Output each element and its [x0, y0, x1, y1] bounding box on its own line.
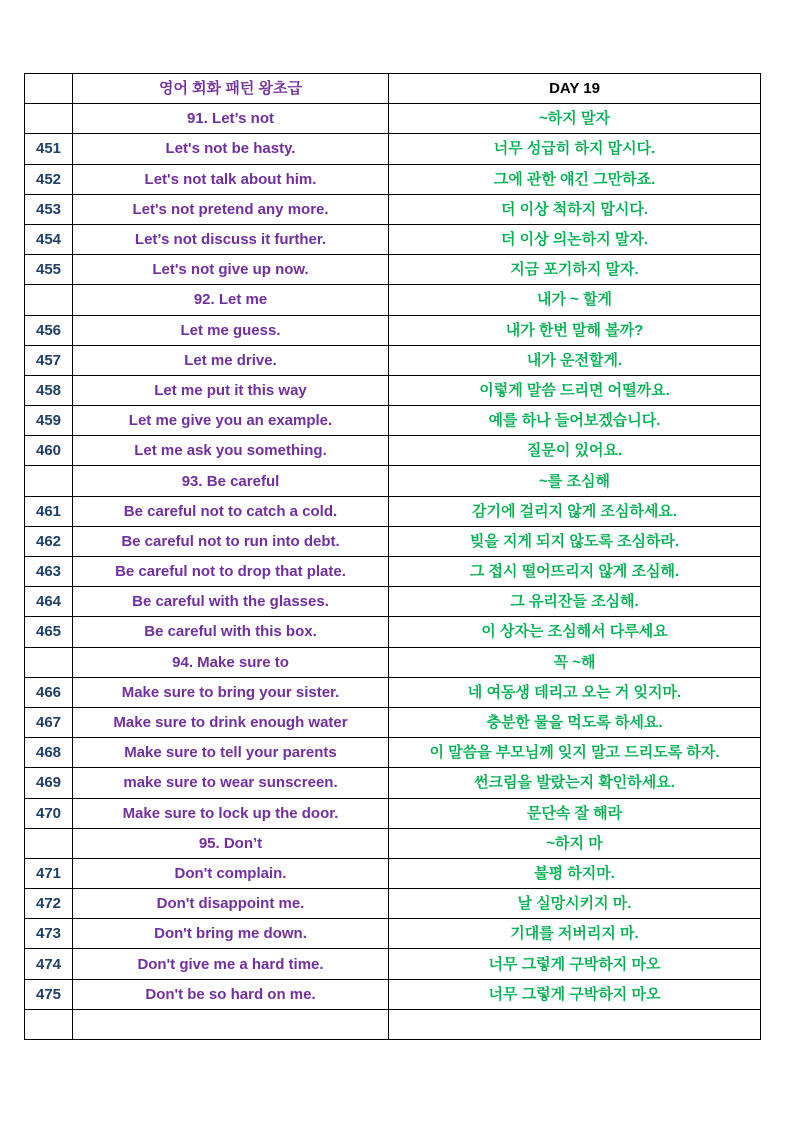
english-sentence: Be careful not to run into debt.: [73, 526, 389, 556]
row-number: 465: [25, 617, 73, 647]
english-sentence: Make sure to drink enough water: [73, 707, 389, 737]
english-sentence: Be careful with the glasses.: [73, 587, 389, 617]
table-row: [25, 557, 761, 587]
row-number: [25, 104, 73, 134]
section-title-english: 92. Let me: [73, 285, 389, 315]
row-number: 460: [25, 436, 73, 466]
korean-translation: 충분한 물을 먹도록 하세요.: [389, 707, 761, 737]
english-sentence: Let me ask you something.: [73, 436, 389, 466]
row-number: 463: [25, 557, 73, 587]
korean-translation: 감기에 걸리지 않게 조심하세요.: [389, 496, 761, 526]
english-sentence: Let's not give up now.: [73, 255, 389, 285]
korean-translation: 내가 한번 말해 볼까?: [389, 315, 761, 345]
row-number: 461: [25, 496, 73, 526]
korean-translation: 문단속 잘 해라: [389, 798, 761, 828]
english-sentence: Don't disappoint me.: [73, 889, 389, 919]
row-number: [25, 828, 73, 858]
table-row: [25, 406, 761, 436]
korean-translation: 너무 그렇게 구박하지 마오: [389, 979, 761, 1009]
korean-translation: 더 이상 의논하지 말자.: [389, 224, 761, 254]
english-sentence: Be careful not to catch a cold.: [73, 496, 389, 526]
row-number: [25, 647, 73, 677]
korean-translation: 내가 운전할게.: [389, 345, 761, 375]
korean-translation: 질문이 있어요.: [389, 436, 761, 466]
english-sentence: [73, 1009, 389, 1039]
table-row: [25, 164, 761, 194]
row-number: 454: [25, 224, 73, 254]
row-number: [25, 285, 73, 315]
korean-translation: 썬크림을 발랐는지 확인하세요.: [389, 768, 761, 798]
row-number: 456: [25, 315, 73, 345]
korean-translation: 그에 관한 얘긴 그만하죠.: [389, 164, 761, 194]
english-sentence: Let me give you an example.: [73, 406, 389, 436]
table-row: [25, 677, 761, 707]
korean-translation: 불평 하지마.: [389, 858, 761, 888]
english-sentence: Be careful with this box.: [73, 617, 389, 647]
table-row: [25, 496, 761, 526]
korean-translation: 이 말씀을 부모님께 잊지 말고 드리도록 하자.: [389, 738, 761, 768]
section-title-english: 93. Be careful: [73, 466, 389, 496]
row-number: 464: [25, 587, 73, 617]
row-number: 458: [25, 375, 73, 405]
table-row: [25, 255, 761, 285]
table-row: [25, 194, 761, 224]
english-sentence: make sure to wear sunscreen.: [73, 768, 389, 798]
table-row: [25, 375, 761, 405]
row-number: 474: [25, 949, 73, 979]
korean-translation: 너무 성급히 하지 맙시다.: [389, 134, 761, 164]
table-row: [25, 768, 761, 798]
english-sentence: Don't bring me down.: [73, 919, 389, 949]
table-row: [25, 738, 761, 768]
row-number: 462: [25, 526, 73, 556]
english-sentence: Be careful not to drop that plate.: [73, 557, 389, 587]
table-row: [25, 587, 761, 617]
korean-translation: 이 상자는 조심해서 다루세요: [389, 617, 761, 647]
english-sentence: Don't be so hard on me.: [73, 979, 389, 1009]
korean-translation: 그 유리잔들 조심해.: [389, 587, 761, 617]
table-row: [25, 949, 761, 979]
row-number: 473: [25, 919, 73, 949]
table-row: [25, 889, 761, 919]
section-title-korean: 꼭 ~해: [389, 647, 761, 677]
section-title-english: 91. Let’s not: [73, 104, 389, 134]
pattern-table-body: [25, 74, 761, 1040]
section-title-english: 95. Don’t: [73, 828, 389, 858]
header-number-cell: [25, 74, 73, 104]
row-number: 459: [25, 406, 73, 436]
table-row: [25, 979, 761, 1009]
korean-translation: 그 접시 떨어뜨리지 않게 조심해.: [389, 557, 761, 587]
section-row: [25, 104, 761, 134]
row-number: 468: [25, 738, 73, 768]
english-sentence: Let's not pretend any more.: [73, 194, 389, 224]
row-number: 452: [25, 164, 73, 194]
english-sentence: Let's not be hasty.: [73, 134, 389, 164]
row-number: 469: [25, 768, 73, 798]
section-row: [25, 647, 761, 677]
section-row: [25, 828, 761, 858]
table-row: [25, 224, 761, 254]
korean-translation: 이렇게 말씀 드리면 어떨까요.: [389, 375, 761, 405]
row-number: 457: [25, 345, 73, 375]
row-number: 475: [25, 979, 73, 1009]
table-row: [25, 436, 761, 466]
english-sentence: Make sure to tell your parents: [73, 738, 389, 768]
sheet-title: 영어 회화 패턴 왕초급: [73, 74, 389, 104]
english-sentence: Let's not talk about him.: [73, 164, 389, 194]
row-number: 472: [25, 889, 73, 919]
row-number: 451: [25, 134, 73, 164]
table-row: [25, 617, 761, 647]
korean-translation: 너무 그렇게 구박하지 마오: [389, 949, 761, 979]
header-row: [25, 74, 761, 104]
section-title-korean: ~하지 말자: [389, 104, 761, 134]
pattern-table: [24, 73, 761, 1040]
table-row: [25, 345, 761, 375]
english-sentence: Make sure to lock up the door.: [73, 798, 389, 828]
english-sentence: Let me guess.: [73, 315, 389, 345]
row-number: 470: [25, 798, 73, 828]
section-title-english: 94. Make sure to: [73, 647, 389, 677]
english-sentence: Let me put it this way: [73, 375, 389, 405]
korean-translation: 기대를 저버리지 마.: [389, 919, 761, 949]
english-sentence: Make sure to bring your sister.: [73, 677, 389, 707]
section-title-korean: ~를 조심해: [389, 466, 761, 496]
row-number: 453: [25, 194, 73, 224]
table-row: [25, 526, 761, 556]
table-row: [25, 919, 761, 949]
korean-translation: 예를 하나 들어보겠습니다.: [389, 406, 761, 436]
section-row: [25, 285, 761, 315]
row-number: 466: [25, 677, 73, 707]
row-number: 467: [25, 707, 73, 737]
row-number: 471: [25, 858, 73, 888]
korean-translation: [389, 1009, 761, 1039]
section-title-korean: 내가 ~ 할게: [389, 285, 761, 315]
row-number: [25, 1009, 73, 1039]
table-row: [25, 315, 761, 345]
korean-translation: 빚을 지게 되지 않도록 조심하라.: [389, 526, 761, 556]
section-title-korean: ~하지 마: [389, 828, 761, 858]
row-number: 455: [25, 255, 73, 285]
blank-row: [25, 1009, 761, 1039]
korean-translation: 더 이상 척하지 맙시다.: [389, 194, 761, 224]
english-sentence: Don't complain.: [73, 858, 389, 888]
english-sentence: Let’s not discuss it further.: [73, 224, 389, 254]
table-row: [25, 707, 761, 737]
section-row: [25, 466, 761, 496]
row-number: [25, 466, 73, 496]
table-row: [25, 798, 761, 828]
english-sentence: Let me drive.: [73, 345, 389, 375]
day-label: DAY 19: [389, 74, 761, 104]
korean-translation: 날 실망시키지 마.: [389, 889, 761, 919]
table-row: [25, 858, 761, 888]
english-sentence: Don't give me a hard time.: [73, 949, 389, 979]
korean-translation: 네 여동생 데리고 오는 거 잊지마.: [389, 677, 761, 707]
table-row: [25, 134, 761, 164]
korean-translation: 지금 포기하지 말자.: [389, 255, 761, 285]
